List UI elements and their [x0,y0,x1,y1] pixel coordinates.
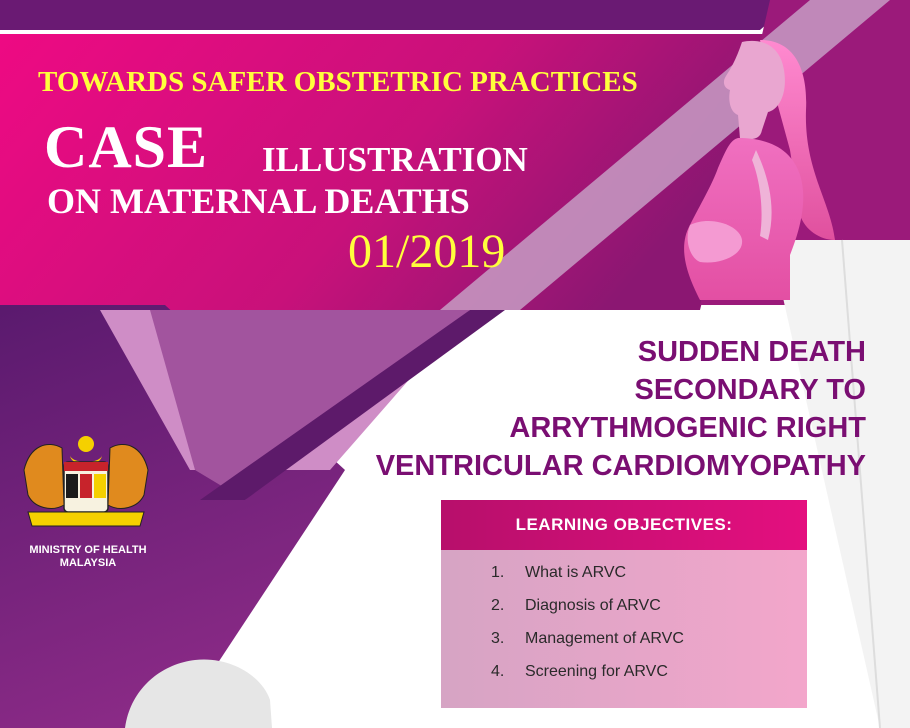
top-band [0,0,795,30]
crest-shield-band-red [64,462,108,471]
objective-item [491,564,626,582]
crest-shield-panel-left [66,474,78,498]
issue-number: 01/2019 [348,225,506,278]
objective-number: 1. [491,564,505,581]
case-title-line: ARRYTHMOGENIC RIGHT [509,412,866,444]
objective-number: 2. [491,597,505,614]
learning-objectives-heading: LEARNING OBJECTIVES: [441,500,807,550]
objective-item [491,663,668,681]
objective-text: What is ARVC [525,564,627,581]
title-case: CASE [44,114,209,180]
malaysia-coat-of-arms [24,436,148,526]
objective-number: 3. [491,630,505,647]
title-illustration: ILLUSTRATION [262,140,528,179]
case-title-line: SUDDEN DEATH [637,336,866,368]
ministry-line: MINISTRY OF HEALTH [29,544,147,556]
ministry-label [14,544,162,570]
ministry-line: MALAYSIA [59,557,117,569]
series-title: TOWARDS SAFER OBSTETRIC PRACTICES [38,66,638,98]
case-title-line: SECONDARY TO [634,374,866,406]
crest-shield-panel-right [94,474,106,498]
case-title-line: VENTRICULAR CARDIOMYOPATHY [375,450,866,482]
title-maternal-deaths: ON MATERNAL DEATHS [47,181,470,221]
objective-number: 4. [491,663,505,680]
objective-text: Diagnosis of ARVC [525,597,661,614]
crest-shield-panel-mid [80,474,92,498]
learning-objectives-list [441,550,807,708]
crest-star [78,436,94,452]
crest-scroll [28,512,144,526]
objective-text: Screening for ARVC [525,663,668,680]
objective-item [491,630,684,648]
objective-text: Management of ARVC [525,630,684,647]
objective-item [491,597,661,615]
